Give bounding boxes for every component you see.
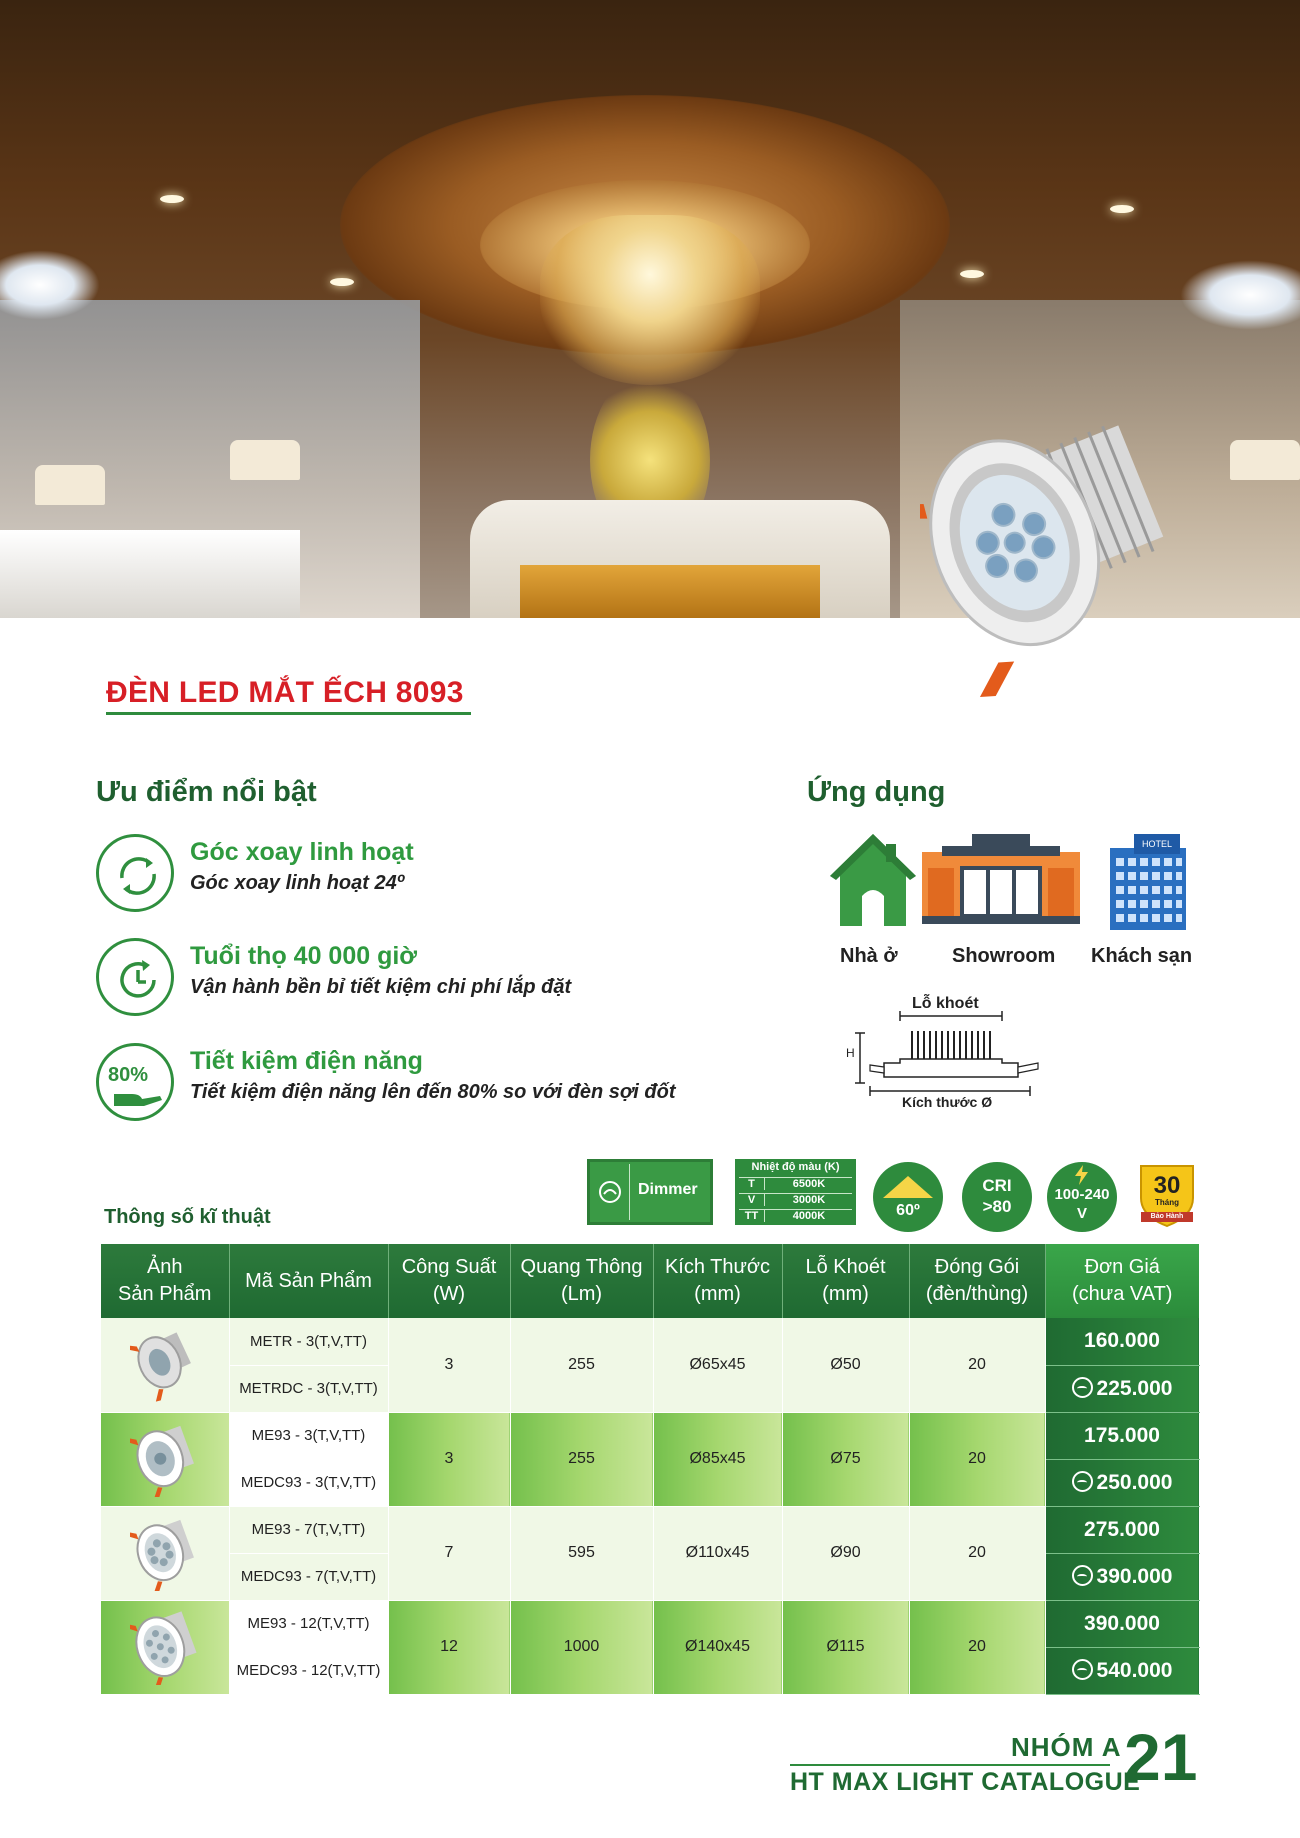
price-cell: 390.000: [1045, 1600, 1199, 1647]
advantage-title: Tiết kiệm điện năng: [190, 1047, 423, 1075]
house-icon: [828, 830, 918, 928]
size-label: Kích thước Ø: [902, 1094, 993, 1110]
col-header-image: Ảnh Sản Phẩm: [101, 1244, 229, 1318]
voltage-badge: [1047, 1162, 1117, 1232]
lumen-cell: 595: [510, 1506, 653, 1600]
rotate-arrows-icon: [96, 834, 174, 912]
price-cell-dimmer: 250.000: [1045, 1459, 1199, 1506]
table-row: [101, 1506, 1199, 1553]
dimmer-icon: [1072, 1471, 1093, 1492]
col-header-code: Mã Sản Phẩm: [229, 1244, 388, 1318]
size-cell: Ø110x45: [653, 1506, 782, 1600]
col-header-power: Công Suất (W): [388, 1244, 510, 1318]
cutout-cell: Ø90: [782, 1506, 909, 1600]
col-header-lumen: Quang Thông (Lm): [510, 1244, 653, 1318]
product-thumbnail: [101, 1600, 229, 1694]
product-code: METR - 3(T,V,TT): [229, 1318, 388, 1365]
advantage-item: [96, 834, 796, 918]
spec-table: [101, 1244, 1200, 1695]
color-temp-row: [739, 1209, 852, 1224]
col-header-pack: Đóng Gói (đèn/thùng): [909, 1244, 1045, 1318]
product-thumbnail: [101, 1506, 229, 1600]
advantage-desc: Vận hành bền bỉ tiết kiệm chi phí lắp đặt: [190, 976, 572, 998]
page-number: 21: [1124, 1720, 1198, 1794]
downlight-thumbnail-icon: [130, 1417, 200, 1497]
product-code: ME93 - 7(T,V,TT): [229, 1506, 388, 1553]
power-cell: 12: [388, 1600, 510, 1694]
spec-label: Thông số kĩ thuật: [104, 1206, 271, 1228]
advantage-item: [96, 1043, 796, 1127]
dimmer-icon: [592, 1164, 630, 1220]
warranty-badge: [1137, 1160, 1197, 1228]
cri-badge: [962, 1162, 1032, 1232]
color-temp-value: 3000K: [792, 1194, 826, 1206]
downlight-thumbnail-icon: [130, 1605, 200, 1685]
advantage-item: [96, 938, 796, 1022]
price-cell-dimmer: 225.000: [1045, 1365, 1199, 1412]
dimension-diagram: [840, 993, 1040, 1115]
product-thumbnail: [101, 1318, 229, 1412]
dimmer-icon: [1072, 1659, 1093, 1680]
hand-80-percent-icon: [96, 1043, 174, 1121]
power-cell: 3: [388, 1318, 510, 1412]
price-cell-dimmer: 540.000: [1045, 1647, 1199, 1694]
app-label-showroom: Showroom: [952, 945, 1056, 967]
app-label-hotel: Khách sạn: [1091, 945, 1193, 967]
col-header-price: Đơn Giá (chưa VAT): [1045, 1244, 1199, 1318]
cri-value: >80: [982, 1197, 1012, 1216]
color-temp-value: 4000K: [792, 1210, 826, 1222]
warranty-text: Bảo Hành: [1150, 1213, 1184, 1220]
footer-group-label: NHÓM A: [1011, 1732, 1122, 1762]
color-temp-code: V: [739, 1194, 765, 1206]
product-code: ME93 - 3(T,V,TT): [229, 1412, 388, 1459]
warranty-months: 30: [1153, 1172, 1181, 1199]
price-cell-dimmer: 390.000: [1045, 1553, 1199, 1600]
product-code: MEDC93 - 7(T,V,TT): [229, 1553, 388, 1600]
price-cell: 175.000: [1045, 1412, 1199, 1459]
product-title: ĐÈN LED MẮT ẾCH 8093: [106, 676, 464, 709]
applications-heading: Ứng dụng: [807, 776, 946, 808]
beam-angle-value: 60º: [896, 1202, 920, 1219]
product-thumbnail: [101, 1412, 229, 1506]
table-row: [101, 1600, 1199, 1647]
cutout-cell: Ø75: [782, 1412, 909, 1506]
app-label-home: Nhà ở: [840, 945, 898, 967]
dimmer-label: Dimmer: [638, 1181, 698, 1198]
table-header-row: [101, 1244, 1199, 1318]
cutout-cell: Ø50: [782, 1318, 909, 1412]
voltage-unit: V: [1076, 1205, 1087, 1222]
footer-catalogue-label: HT MAX LIGHT CATALOGUE: [790, 1768, 1141, 1796]
height-label: H: [846, 1046, 855, 1060]
table-row: [101, 1318, 1199, 1365]
advantages-heading: Ưu điểm nổi bật: [96, 776, 317, 808]
title-underline: [106, 712, 471, 715]
percent-text: 80%: [108, 1064, 149, 1086]
dimmer-badge: [587, 1159, 713, 1225]
beam-angle-badge: [873, 1162, 943, 1232]
col-header-size: Kích Thước (mm): [653, 1244, 782, 1318]
size-cell: Ø85x45: [653, 1412, 782, 1506]
power-cell: 7: [388, 1506, 510, 1600]
cri-label: CRI: [982, 1176, 1012, 1195]
lumen-cell: 255: [510, 1318, 653, 1412]
product-code: ME93 - 12(T,V,TT): [229, 1600, 388, 1647]
price-cell: 160.000: [1045, 1318, 1199, 1365]
col-header-cutout: Lỗ Khoét (mm): [782, 1244, 909, 1318]
power-cell: 3: [388, 1412, 510, 1506]
color-temp-title: Nhiệt độ màu (K): [751, 1161, 840, 1173]
lumen-cell: 255: [510, 1412, 653, 1506]
pack-cell: 20: [909, 1506, 1045, 1600]
size-cell: Ø140x45: [653, 1600, 782, 1694]
downlight-thumbnail-icon: [130, 1322, 200, 1402]
color-temp-row: [739, 1193, 852, 1208]
product-code: MEDC93 - 12(T,V,TT): [229, 1647, 388, 1694]
pack-cell: 20: [909, 1412, 1045, 1506]
pack-cell: 20: [909, 1318, 1045, 1412]
lumen-cell: 1000: [510, 1600, 653, 1694]
dimmer-icon: [1072, 1377, 1093, 1398]
downlight-thumbnail-icon: [130, 1511, 200, 1591]
warranty-unit: Tháng: [1155, 1198, 1179, 1207]
product-code: METRDC - 3(T,V,TT): [229, 1365, 388, 1412]
hotel-icon: [1106, 834, 1190, 930]
size-cell: Ø65x45: [653, 1318, 782, 1412]
color-temp-code: TT: [739, 1210, 765, 1222]
cutout-cell: Ø115: [782, 1600, 909, 1694]
cutout-label: Lỗ khoét: [912, 995, 979, 1012]
advantage-desc: Tiết kiệm điện năng lên đến 80% so với đèn sợi đốt: [190, 1081, 676, 1103]
color-temp-code: T: [739, 1178, 765, 1190]
advantage-title: Góc xoay linh hoạt: [190, 838, 414, 866]
pack-cell: 20: [909, 1600, 1045, 1694]
voltage-range: 100-240: [1054, 1186, 1110, 1203]
dimmer-icon: [1072, 1565, 1093, 1586]
color-temp-value: 6500K: [792, 1178, 826, 1190]
hotel-sign: HOTEL: [1141, 839, 1173, 849]
clock-cycle-icon: [96, 938, 174, 1016]
footer-divider: [790, 1764, 1110, 1766]
price-cell: 275.000: [1045, 1506, 1199, 1553]
showroom-icon: [922, 834, 1080, 924]
product-code: MEDC93 - 3(T,V,TT): [229, 1459, 388, 1506]
table-row: [101, 1412, 1199, 1459]
color-temp-row: [739, 1177, 852, 1192]
product-image: [920, 400, 1180, 700]
advantage-title: Tuổi thọ 40 000 giờ: [190, 942, 418, 970]
advantage-desc: Góc xoay linh hoạt 24º: [190, 872, 405, 894]
color-temperature-table: [735, 1159, 856, 1225]
